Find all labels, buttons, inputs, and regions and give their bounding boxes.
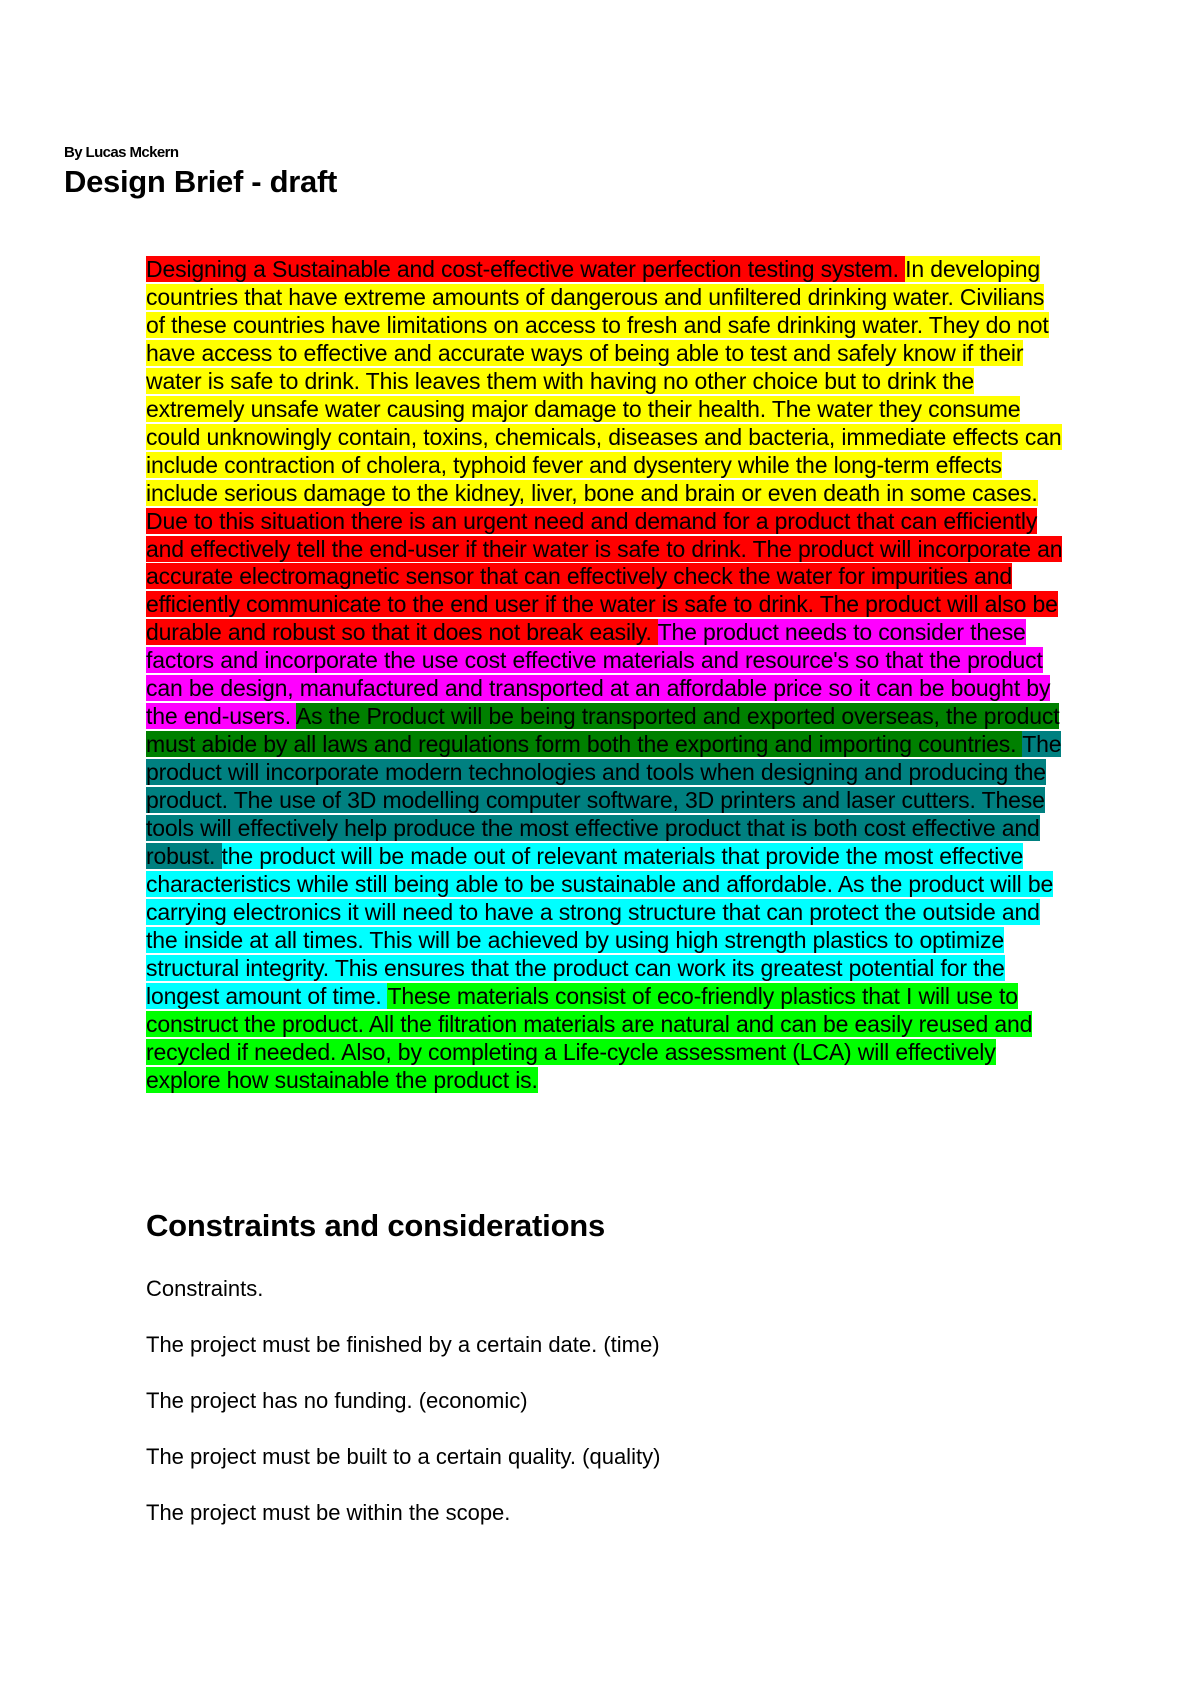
constraint-item: The project must be finished by a certain date. (time) [146,1332,660,1357]
brief-segment-cost: The product needs to consider these factors and incorporate the use cost effective materials and resource's so that the product can be design, manufactured and transported at an affordable price so it can be bought by the end-users. [146,619,1051,730]
constraint-item: The project must be built to a certain quality. (quality) [146,1444,661,1469]
constraint-item: The project must be within the scope. [146,1500,511,1525]
brief-segment-materials: the product will be made out of relevant materials that provide the most effective characteristics while still being able to be sustainable and affordable. As the product will be carrying electronics it will need to have a strong structure that can protect the outside and the inside at all times. This will be achieved by using high strength plastics to optimize structural integrity. This ensures that the product can work its greatest potential for the longest amount of time. [146,843,1054,1009]
design-brief-paragraph [146,256,1066,1095]
author-line: By Lucas Mckern [64,144,179,161]
constraint-item: The project has no funding. (economic) [146,1388,528,1413]
constraints-list [146,1332,660,1556]
brief-segment-sustainability: These materials consist of eco-friendly plastics that I will use to construct the product. All the filtration materials are natural and can be easily reused and recycled if needed. Also, by completing a Life-cycle assessment (LCA) will effectively explore how sustainable the product is. [146,982,1033,1093]
constraints-heading: Constraints and considerations [146,1208,606,1243]
page-title: Design Brief - draft [64,164,338,199]
brief-segment-technology: The product will incorporate modern technologies and tools when designing and producing the product. The use of 3D modelling computer software, 3D printers and laser cutters. These tools will effectively help produce the most effective product that is both cost effective and robust. [146,731,1062,870]
brief-segment-regulations: As the Product will be being transported and exported overseas, the product must abide by all laws and regulations form both the exporting and importing countries. [146,703,1060,758]
brief-segment-background: In developing countries that have extreme amounts of dangerous and unfiltered drinking water. Civilians of these countries have limitations on access to fresh and safe drinking water. They do not have access to effective and accurate ways of being able to test and safely know if their water is safe to drink. This leaves them with having no other choice but to drink the extremely unsafe water causing major damage to their health. The water they consume could unknowingly contain, toxins, chemicals, diseases and bacteria, immediate effects can include contraction of cholera, typhoid fever and dysentery while the long-term effects include serious damage to the kidney, liver, bone and brain or even death in some cases. [146,256,1062,506]
brief-segment-need: Due to this situation there is an urgent need and demand for a product that can efficiently and effectively tell the end-user if their water is safe to drink. The product will incorporate an accurate electromagnetic sensor that can effectively check the water for impurities and efficiently communicate to the end user if the water is safe to drink. The product will also be durable and robust so that it does not break easily. [146,507,1063,646]
constraints-intro: Constraints. [146,1276,264,1301]
brief-segment-problem-statement: Designing a Sustainable and cost-effective water perfection testing system. [146,256,906,282]
